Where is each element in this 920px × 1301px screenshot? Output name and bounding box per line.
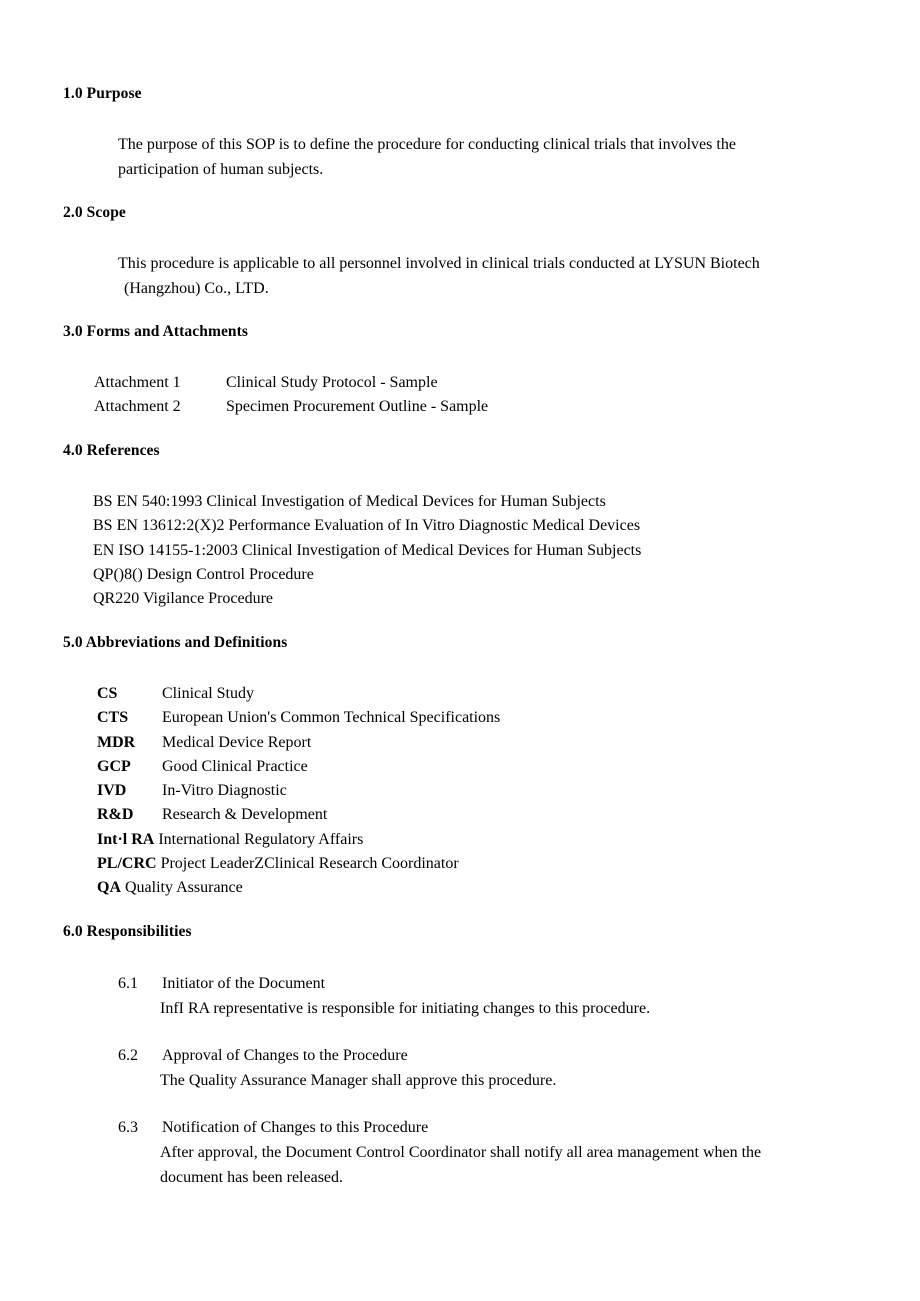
abbreviation-definition: European Union's Common Technical Specifications bbox=[162, 709, 501, 727]
responsibility-title: Notification of Changes to this Procedure bbox=[162, 1119, 429, 1136]
section-heading-scope: 2.0 Scope bbox=[63, 204, 126, 221]
responsibility-number: 6.3 bbox=[118, 1119, 138, 1136]
attachment-value: Specimen Procurement Outline - Sample bbox=[226, 398, 489, 415]
abbreviation-row bbox=[97, 731, 920, 755]
scope-paragraph-line-1: This procedure is applicable to all personnel involved in clinical trials conducted at LYSUN Biotech bbox=[118, 255, 760, 272]
section-purpose-body bbox=[0, 132, 920, 182]
abbreviation-row bbox=[97, 828, 920, 852]
responsibility-body: After approval, the Document Control Coordinator shall notify all area management when the document has been released. bbox=[160, 1144, 762, 1186]
section-heading-forms-and-attachments: 3.0 Forms and Attachments bbox=[63, 323, 249, 340]
responsibility-item-6-2 bbox=[0, 1044, 920, 1093]
abbreviation-definition: Project LeaderZClinical Research Coordinator bbox=[160, 855, 459, 873]
abbreviation-term: QA bbox=[97, 879, 121, 897]
scope-paragraph bbox=[118, 251, 851, 301]
references-list bbox=[0, 490, 920, 611]
responsibility-title: Approval of Changes to the Procedure bbox=[162, 1047, 408, 1064]
responsibility-title: Initiator of the Document bbox=[162, 975, 326, 992]
section-purpose bbox=[0, 86, 920, 102]
abbreviation-definition: Research & Development bbox=[162, 806, 328, 824]
responsibility-item-6-1 bbox=[0, 972, 920, 1021]
purpose-paragraph: The purpose of this SOP is to define the procedure for conducting clinical trials that involves the participation of human subjects. bbox=[118, 136, 736, 178]
abbreviation-definition: In-Vitro Diagnostic bbox=[162, 782, 287, 800]
attachment-value: Clinical Study Protocol - Sample bbox=[226, 374, 438, 391]
section-heading-purpose: 1.0 Purpose bbox=[63, 85, 142, 102]
abbreviation-row bbox=[97, 779, 920, 803]
reference-item: BS EN 13612:2(X)2 Performance Evaluation of In Vitro Diagnostic Medical Devices bbox=[93, 517, 641, 535]
responsibility-number: 6.2 bbox=[118, 1047, 138, 1064]
abbreviation-term: R&D bbox=[97, 806, 134, 824]
section-abbreviations-and-definitions bbox=[0, 635, 920, 651]
scope-paragraph-line-2: (Hangzhou) Co., LTD. bbox=[124, 280, 269, 297]
section-forms-and-attachments bbox=[0, 324, 920, 340]
section-heading-references: 4.0 References bbox=[63, 442, 160, 459]
abbreviations-list bbox=[0, 682, 920, 901]
abbreviation-definition: Medical Device Report bbox=[162, 733, 312, 751]
attachment-row bbox=[94, 395, 920, 419]
reference-item: BS EN 540:1993 Clinical Investigation of Medical Devices for Human Subjects bbox=[93, 493, 606, 510]
section-heading-responsibilities: 6.0 Responsibilities bbox=[63, 923, 192, 940]
abbreviation-term: GCP bbox=[97, 757, 131, 775]
abbreviation-row bbox=[97, 706, 920, 730]
abbreviation-term: PL/CRC bbox=[97, 855, 157, 873]
abbreviation-term: Int·l RA bbox=[97, 830, 155, 848]
abbreviation-definition: Quality Assurance bbox=[125, 879, 243, 897]
abbreviation-definition: International Regulatory Affairs bbox=[158, 830, 364, 848]
attachment-row bbox=[94, 371, 920, 395]
abbreviation-term: CTS bbox=[97, 709, 129, 727]
abbreviation-row bbox=[97, 682, 920, 706]
section-scope bbox=[0, 205, 920, 221]
abbreviation-term: IVD bbox=[97, 782, 127, 800]
abbreviation-definition: Clinical Study bbox=[162, 685, 254, 702]
section-references bbox=[0, 443, 920, 459]
responsibility-number: 6.1 bbox=[118, 975, 138, 992]
responsibility-item-6-3 bbox=[0, 1116, 920, 1190]
attachment-label: Attachment 2 bbox=[94, 398, 181, 415]
attachments-list bbox=[0, 371, 920, 419]
responsibility-body: The Quality Assurance Manager shall approve this procedure. bbox=[160, 1072, 557, 1089]
reference-item: QP()8() Design Control Procedure bbox=[93, 565, 314, 583]
reference-item: QR220 Vigilance Procedure bbox=[93, 590, 274, 608]
section-scope-body bbox=[0, 251, 920, 301]
abbreviation-row bbox=[97, 803, 920, 827]
responsibility-body: InfI RA representative is responsible for initiating changes to this procedure. bbox=[160, 1000, 651, 1017]
abbreviation-definition: Good Clinical Practice bbox=[162, 757, 308, 775]
abbreviation-row bbox=[97, 755, 920, 779]
abbreviation-row bbox=[97, 876, 920, 900]
section-heading-abbreviations-and-definitions: 5.0 Abbreviations and Definitions bbox=[63, 634, 288, 651]
abbreviation-term: CS bbox=[97, 685, 118, 702]
attachment-label: Attachment 1 bbox=[94, 374, 181, 391]
abbreviation-row bbox=[97, 852, 920, 876]
abbreviation-term: MDR bbox=[97, 733, 136, 751]
reference-item: EN ISO 14155-1:2003 Clinical Investigation of Medical Devices for Human Subjects bbox=[93, 541, 642, 559]
section-responsibilities bbox=[0, 924, 920, 940]
